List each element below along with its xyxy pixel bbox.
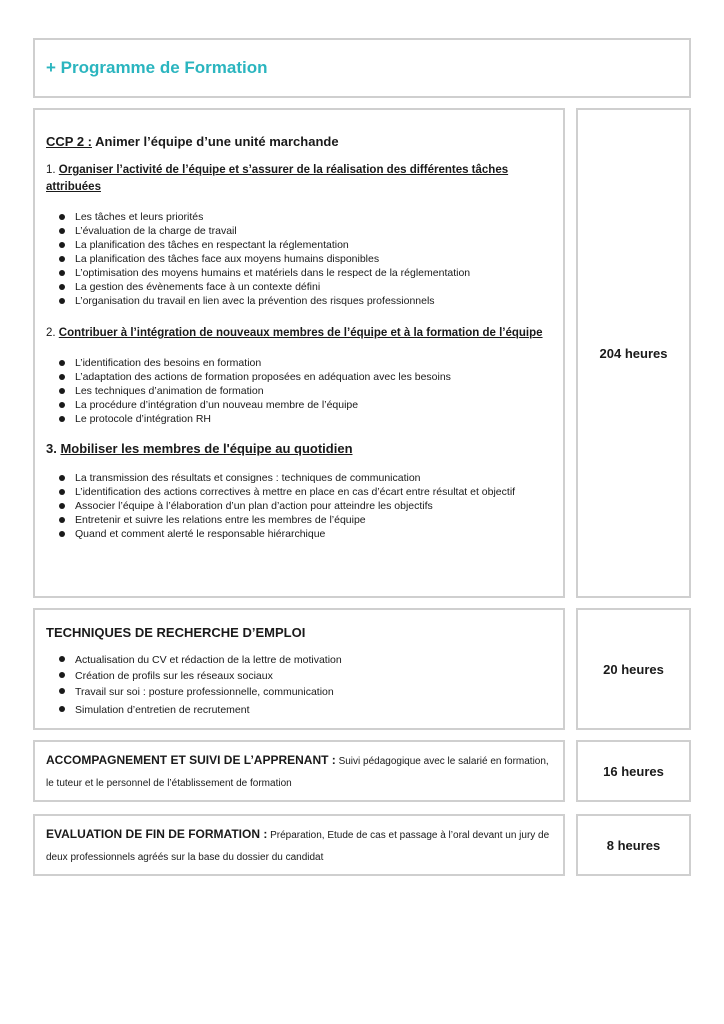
accompagnement-title: ACCOMPAGNEMENT ET SUIVI DE L’APPRENANT : — [46, 753, 336, 767]
list-item: L’optimisation des moyens humains et matériels dans le respect de la réglementation — [46, 266, 553, 280]
section-3-title: Mobiliser les membres de l'équipe au quotidien — [60, 441, 353, 456]
section-3-number: 3. — [46, 441, 57, 456]
list-item: L’évaluation de la charge de travail — [46, 224, 553, 238]
accompagnement-hours-box — [576, 740, 691, 802]
list-item: La gestion des évènements face à un contexte défini — [46, 280, 553, 294]
tre-list — [46, 652, 553, 718]
list-item: Associer l’équipe à l’élaboration d’un plan d’action pour atteindre les objectifs — [46, 499, 553, 513]
evaluation-hours: 8 heures — [606, 837, 661, 853]
list-item: Quand et comment alerté le responsable hiérarchique — [46, 527, 553, 541]
accompagnement-paragraph — [46, 749, 553, 795]
section-2-title: Contribuer à l’intégration de nouveaux membres de l’équipe et à la formation de l’équipe — [58, 327, 543, 339]
section-3-heading — [46, 440, 553, 457]
ccp2-title: Animer l’équipe d’une unité marchande — [92, 134, 339, 149]
list-item: La transmission des résultats et consignes : techniques de communication — [46, 471, 553, 485]
list-item: L’organisation du travail en lien avec la prévention des risques professionnels — [46, 294, 553, 308]
evaluation-hours-box — [576, 814, 691, 876]
list-item: Le protocole d’intégration RH — [46, 412, 553, 426]
list-item: L’identification des actions correctives à mettre en place en cas d’écart entre résultat et objectif — [46, 485, 553, 499]
list-item: Simulation d’entretien de recrutement — [46, 702, 553, 718]
list-item: Les tâches et leurs priorités — [46, 210, 553, 224]
list-item: Les techniques d’animation de formation — [46, 384, 553, 398]
accompagnement-text: Suivi pédagogique avec le salarié en formation, le tuteur et le personnel de l’établissement de formation — [46, 756, 549, 789]
ccp2-hours: 204 heures — [599, 345, 668, 361]
list-item: La planification des tâches en respectant la réglementation — [46, 238, 553, 252]
section-1-list — [46, 210, 553, 308]
list-item: La planification des tâches face aux moyens humains disponibles — [46, 252, 553, 266]
program-title-box — [33, 38, 691, 98]
list-item: Entretenir et suivre les relations entre les membres de l’équipe — [46, 513, 553, 527]
tre-title: TECHNIQUES DE RECHERCHE D’EMPLOI — [46, 625, 306, 640]
accompagnement-hours: 16 heures — [603, 763, 664, 779]
tre-hours: 20 heures — [603, 661, 664, 677]
accompagnement-content-box — [33, 740, 565, 802]
list-item: Travail sur soi : posture professionnelle, communication — [46, 684, 553, 700]
tre-content-box — [33, 608, 565, 730]
evaluation-text: Préparation, Etude de cas et passage à l’oral devant un jury de deux professionnels agréés sur la base du dossier du candidat — [46, 830, 550, 863]
section-1-title: Organiser l’activité de l’équipe et s’assurer de la réalisation des différentes tâches attribuées — [46, 164, 509, 193]
list-item: Actualisation du CV et rédaction de la lettre de motivation — [46, 652, 553, 668]
section-3-list — [46, 471, 553, 541]
ccp2-hours-box — [576, 108, 691, 598]
list-item: La procédure d’intégration d’un nouveau membre de l’équipe — [46, 398, 553, 412]
list-item: Création de profils sur les réseaux sociaux — [46, 668, 553, 684]
section-2-list — [46, 356, 553, 426]
section-2-heading — [46, 325, 553, 342]
evaluation-title: EVALUATION DE FIN DE FORMATION : — [46, 827, 268, 841]
program-title: + Programme de Formation — [46, 58, 268, 77]
list-item: L’adaptation des actions de formation proposées en adéquation avec les besoins — [46, 370, 553, 384]
tre-hours-box — [576, 608, 691, 730]
evaluation-paragraph — [46, 823, 553, 869]
section-1-heading — [46, 162, 553, 196]
ccp2-content-box — [33, 108, 565, 598]
list-item: L’identification des besoins en formation — [46, 356, 553, 370]
ccp2-heading — [46, 133, 553, 150]
evaluation-content-box — [33, 814, 565, 876]
section-2-number: 2. — [46, 327, 56, 339]
section-1-number: 1. — [46, 164, 56, 176]
ccp2-label: CCP 2 : — [46, 134, 92, 149]
